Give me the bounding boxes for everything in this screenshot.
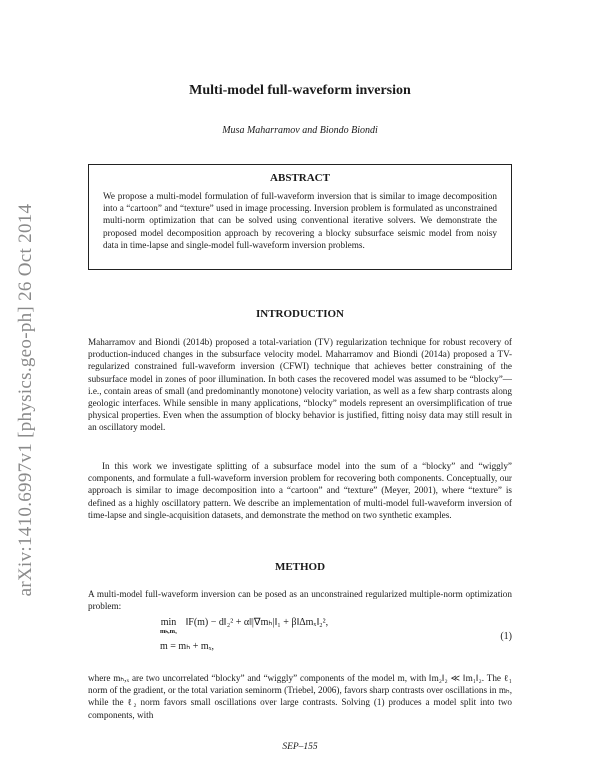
objective-expression: ‖F(m) − d‖₂² + α‖|∇mₕ|‖₁ + β‖Δmₓ‖₂², — [185, 617, 329, 628]
introduction-paragraph-2: In this work we investigate splitting of a subsurface model into the sum of a “blocky” and “wiggly” components, and formulate a full-waveform inversion problem for recovering both components. Conceptually, our approach is similar to image decomposition into a “cartoon” and “texture” (Meyer, 2001), where “texture” is defined as a highly oscillatory pattern. We describe an implementation of multi-model full-waveform inversion of time-lapse and single-acquisition datasets, and demonstrate the method on two synthetic examples. — [88, 461, 512, 520]
equation-objective — [160, 617, 328, 635]
paper-authors: Musa Maharramov and Biondo Biondi — [222, 125, 378, 136]
introduction-paragraph-1: Maharramov and Biondi (2014b) proposed a total-variation (TV) regularization technique for robust recovery of production-induced changes in the subsurface velocity model. Maharramov and Biondi (2014a) proposed a TV-regularized constrained full-waveform inversion (CFWI) technique that achieves better constraining of the subsurface model in zones of poor illumination. In both cases the recovered model was assumed to be “blocky”—i.e., contain areas of small (and predominantly monotone) velocity variation, as well as a few sharp contrasts along geologic interfaces. While sensible in many applications, “blocky” models represent an oversimplification of true physical properties. Even when the assumption of blocky behavior is justified, fitting noisy data may still result in an oscillatory model. — [88, 337, 512, 433]
min-subscript: mₕ,mₓ — [160, 628, 177, 635]
method-heading: METHOD — [274, 561, 326, 573]
page-footer: SEP–155 — [282, 742, 318, 752]
equation-number: (1) — [500, 631, 512, 642]
paper-title: Multi-model full-waveform inversion — [189, 83, 411, 98]
method-paragraph-1: A multi-model full-waveform inversion can be posed as an unconstrained regularized multiple-norm optimization problem: — [88, 589, 512, 612]
arxiv-identifier: arXiv:1410.6997v1 [physics.geo-ph] 26 Oct 2014 — [15, 203, 36, 597]
abstract-text: We propose a multi-model formulation of full-waveform inversion that is similar to image decomposition into a “cartoon” and “texture” used in image processing. Inversion problem is formulated as unconstrained multi-norm optimization that can be solved using conventional iterative solvers. We demonstrate the proposed model decomposition approach by recovering a blocky subsurface seismic model from noisy data in time-lapse and single-model full-waveform inversion problems. — [103, 191, 497, 250]
method-paragraph-2: where mₕ,ₓ are two uncorrelated “blocky” and “wiggly” components of the model m, with ‖m₂‖₂ ≪ ‖m₁‖₂. The ℓ₁ norm of the gradient, or the total variation seminorm (Triebel, 2006), favors sharp contrasts over oscillations in mₕ, while the ℓ₂ norm favors small oscillations over large contrasts. Solving (1) produces a model split into two components, with — [88, 673, 512, 720]
equation-1 — [160, 617, 512, 665]
abstract-heading: ABSTRACT — [270, 172, 330, 184]
abstract-box — [88, 164, 512, 270]
equation-constraint: m = mₕ + mₓ, — [160, 641, 215, 652]
introduction-heading: INTRODUCTION — [255, 308, 344, 320]
min-operator: min mₕ,mₓ — [160, 617, 177, 635]
